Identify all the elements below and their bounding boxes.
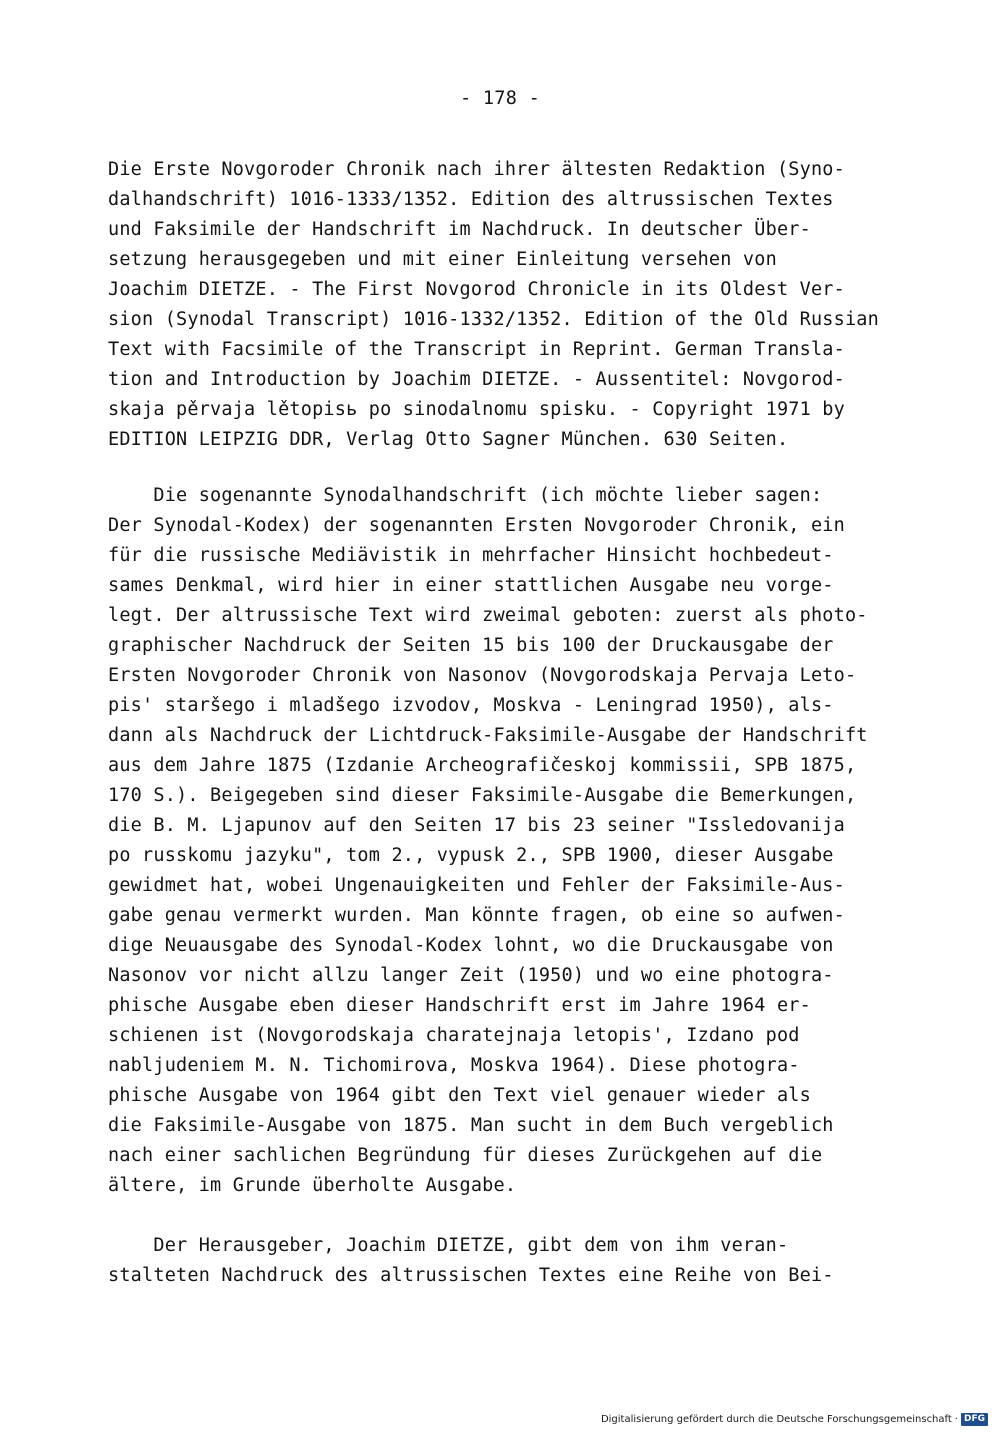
text-line: gabe genau vermerkt wurden. Man könnte fragen, ob eine so aufwen- <box>108 905 845 926</box>
text-line: graphischer Nachdruck der Seiten 15 bis 100 der Druckausgabe der <box>108 635 834 656</box>
text-line: Text with Facsimile of the Transcript in Reprint. German Transla- <box>108 339 845 360</box>
paragraph-bibliographic-entry <box>108 155 968 455</box>
dfg-logo-icon: DFG <box>961 1413 988 1426</box>
text-line: dalhandschrift) 1016-1333/1352. Edition des altrussischen Textes <box>108 189 834 210</box>
text-line: und Faksimile der Handschrift im Nachdruck. In deutscher Über- <box>108 219 811 240</box>
text-line: aus dem Jahre 1875 (Izdanie Archeografičeskoj kommissii, SPB 1875, <box>108 755 857 776</box>
text-line: dige Neuausgabe des Synodal-Kodex lohnt, wo die Druckausgabe von <box>108 935 834 956</box>
footer <box>601 1413 988 1426</box>
text-line: ältere, im Grunde überholte Ausgabe. <box>108 1175 517 1196</box>
text-line: sames Denkmal, wird hier in einer stattlichen Ausgabe neu vorge- <box>108 575 834 596</box>
paragraph-review-body <box>108 481 968 1201</box>
footer-separator: · <box>954 1414 958 1425</box>
text-line: nabljudeniem M. N. Tichomirova, Moskva 1964). Diese photogra- <box>108 1055 800 1076</box>
text-line: Ersten Novgoroder Chronik von Nasonov (Novgorodskaja Pervaja Leto- <box>108 665 857 686</box>
text-line: die Faksimile-Ausgabe von 1875. Man sucht in dem Buch vergeblich <box>108 1115 834 1136</box>
text-line: schienen ist (Novgorodskaja charatejnaja letopis', Izdano pod <box>108 1025 800 1046</box>
text-line: tion and Introduction by Joachim DIETZE. - Aussentitel: Novgorod- <box>108 369 845 390</box>
text-line: skaja pěrvaja lětopisь po sinodalnomu spisku. - Copyright 1971 by <box>108 399 845 420</box>
text-line: phische Ausgabe von 1964 gibt den Text viel genauer wieder als <box>108 1085 811 1106</box>
text-line: Der Herausgeber, Joachim DIETZE, gibt dem von ihm veran- <box>108 1235 789 1256</box>
text-line: Nasonov vor nicht allzu langer Zeit (1950) und wo eine photogra- <box>108 965 834 986</box>
text-line: gewidmet hat, wobei Ungenauigkeiten und Fehler der Faksimile-Aus- <box>108 875 845 896</box>
paragraph-editor-intro <box>108 1231 968 1291</box>
text-line: Joachim DIETZE. - The First Novgorod Chronicle in its Oldest Ver- <box>108 279 845 300</box>
text-line: sion (Synodal Transcript) 1016-1332/1352. Edition of the Old Russian <box>108 309 879 330</box>
text-line: legt. Der altrussische Text wird zweimal geboten: zuerst als photo- <box>108 605 868 626</box>
text-line: Die Erste Novgoroder Chronik nach ihrer ältesten Redaktion (Syno- <box>108 159 845 180</box>
page-number: - 178 - <box>459 88 541 109</box>
text-line: setzung herausgegeben und mit einer Einleitung versehen von <box>108 249 777 270</box>
text-line: für die russische Mediävistik in mehrfacher Hinsicht hochbedeut- <box>108 545 834 566</box>
text-line: stalteten Nachdruck des altrussischen Textes eine Reihe von Bei- <box>108 1265 834 1286</box>
text-line: dann als Nachdruck der Lichtdruck-Faksimile-Ausgabe der Handschrift <box>108 725 868 746</box>
text-line: EDITION LEIPZIG DDR, Verlag Otto Sagner München. 630 Seiten. <box>108 429 789 450</box>
footer-text: Digitalisierung gefördert durch die Deutsche Forschungsgemeinschaft <box>600 1414 952 1425</box>
text-line: po russkomu jazyku", tom 2., vypusk 2., SPB 1900, dieser Ausgabe <box>108 845 834 866</box>
text-line: Die sogenannte Synodalhandschrift (ich möchte lieber sagen: <box>108 485 823 506</box>
text-line: phische Ausgabe eben dieser Handschrift erst im Jahre 1964 er- <box>108 995 811 1016</box>
text-line: Der Synodal-Kodex) der sogenannten Ersten Novgoroder Chronik, ein <box>108 515 845 536</box>
text-line: nach einer sachlichen Begründung für dieses Zurückgehen auf die <box>108 1145 823 1166</box>
text-line: pis' staršego i mladšego izvodov, Moskva - Leningrad 1950), als- <box>108 695 834 716</box>
text-line: die B. M. Ljapunov auf den Seiten 17 bis 23 seiner "Issledovanija <box>108 815 845 836</box>
text-line: 170 S.). Beigegeben sind dieser Faksimile-Ausgabe die Bemerkungen, <box>108 785 857 806</box>
